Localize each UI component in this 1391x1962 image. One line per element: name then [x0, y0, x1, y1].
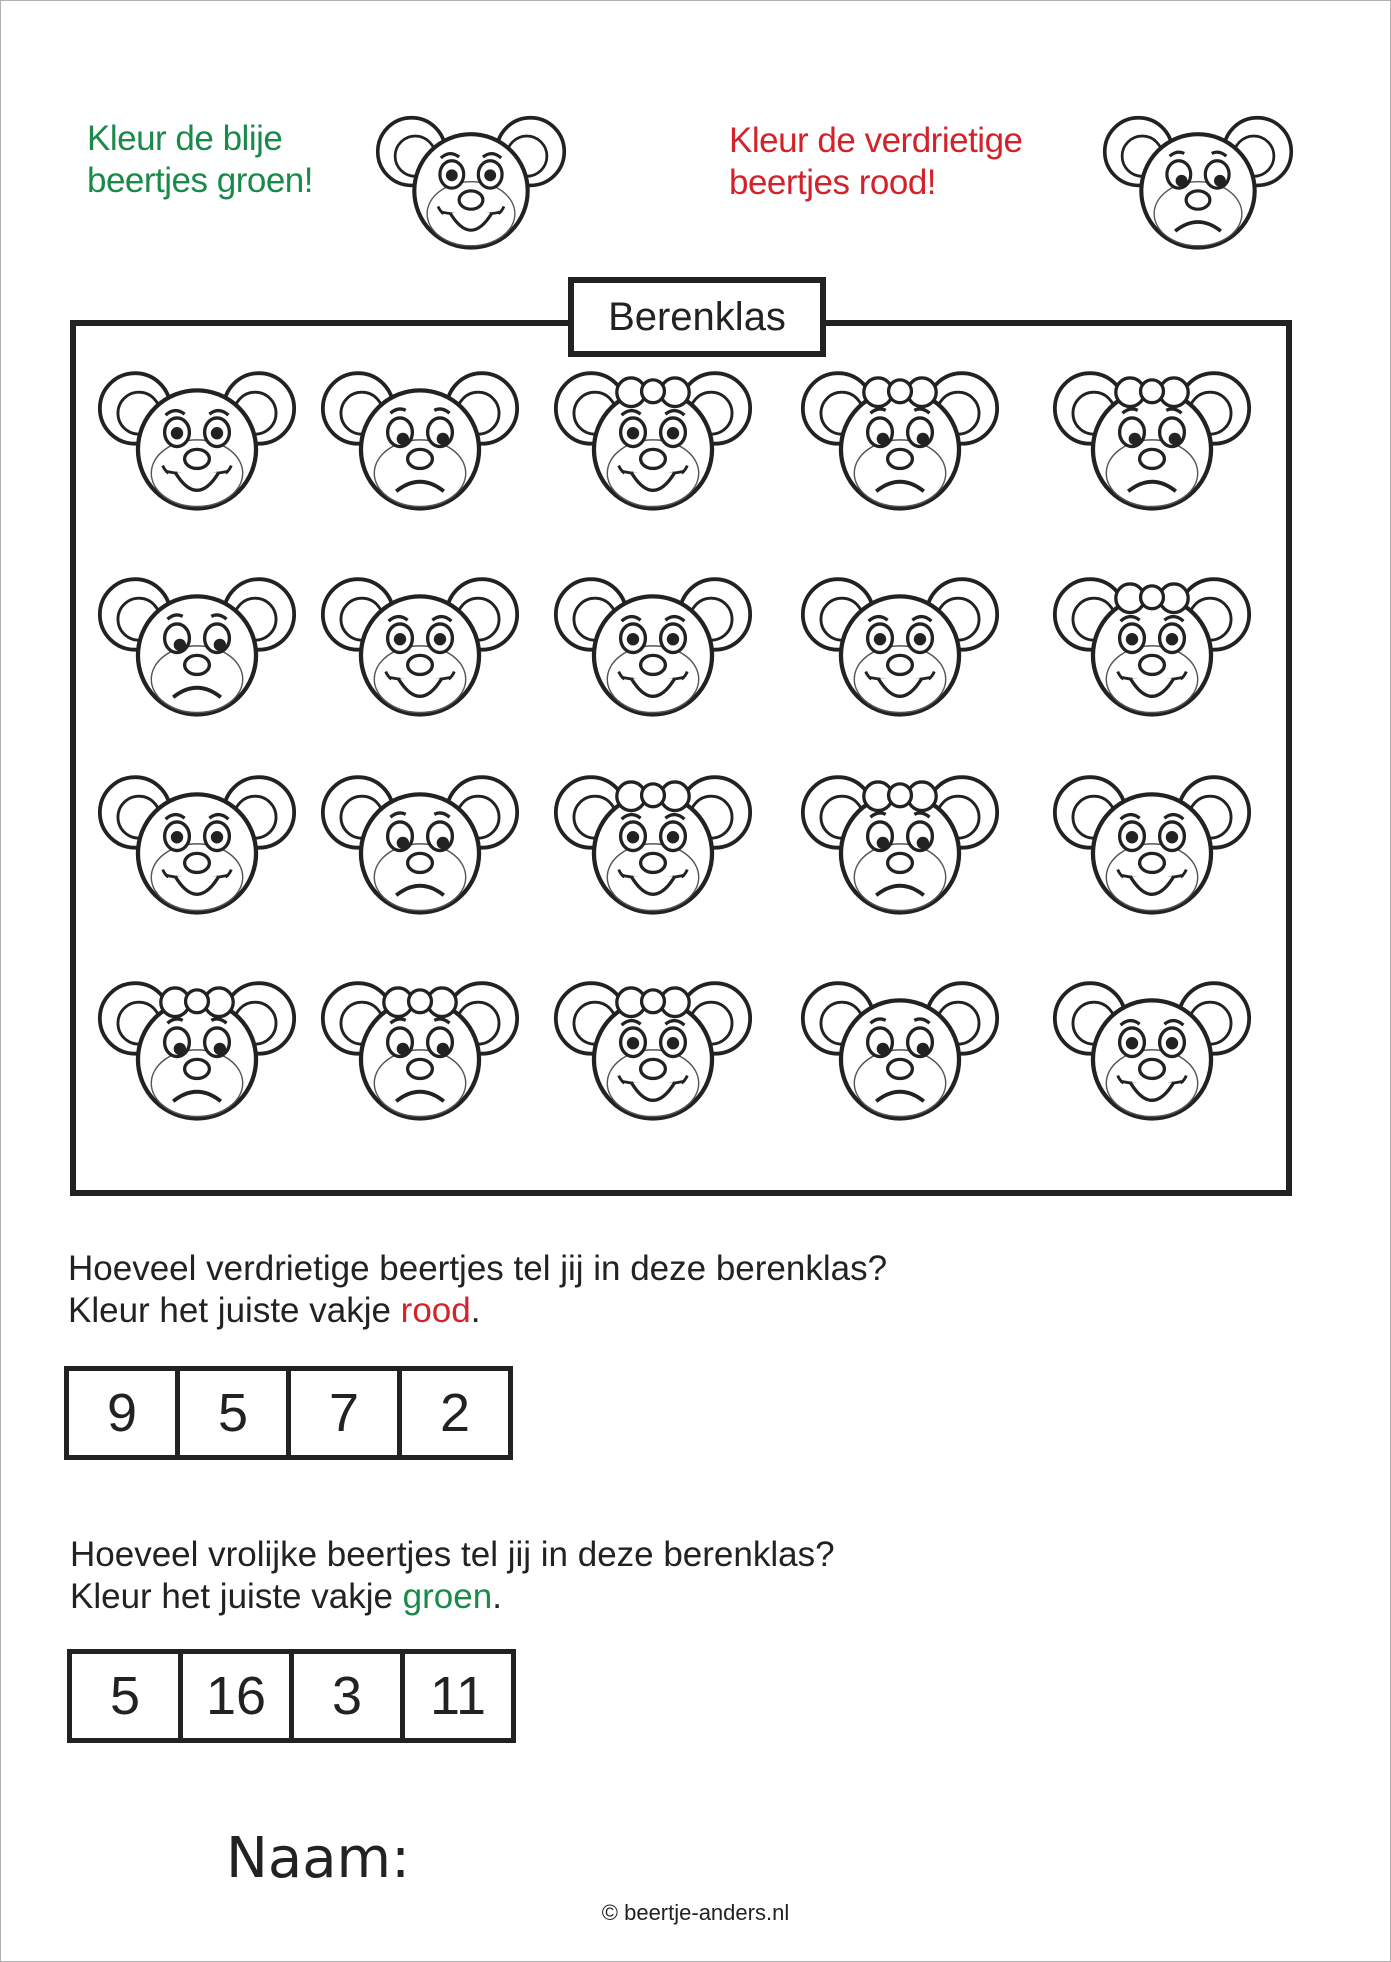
answer-row-sad	[64, 1366, 513, 1460]
sad-bear-icon[interactable]	[803, 777, 997, 912]
question-happy-color-word: groen	[402, 1577, 493, 1616]
answer-row-happy	[67, 1649, 516, 1743]
copyright: © beertje-anders.nl	[601, 1900, 790, 1925]
happy-bear-icon[interactable]	[556, 777, 750, 912]
instruction-sad-line1: Kleur de verdrietige	[729, 121, 1023, 160]
sad-bear-icon[interactable]	[803, 373, 997, 508]
happy-bear-icon[interactable]	[803, 579, 997, 714]
answer-cell-happy[interactable]: 16	[183, 1654, 294, 1738]
answer-cell-sad[interactable]: 5	[180, 1371, 291, 1455]
sad-bear-icon[interactable]	[1055, 373, 1249, 508]
sad-bear-icon[interactable]	[323, 777, 517, 912]
classroom-title: Berenklas	[568, 277, 826, 357]
happy-bear-icon[interactable]	[556, 983, 750, 1118]
question-sad-color-word: rood	[400, 1291, 471, 1330]
question-happy-suffix: .	[492, 1577, 502, 1616]
happy-bear-icon[interactable]	[1055, 777, 1249, 912]
answer-cell-sad[interactable]: 7	[291, 1371, 402, 1455]
sad-bear-icon[interactable]	[323, 373, 517, 508]
happy-bear-icon[interactable]	[323, 579, 517, 714]
question-sad-line2	[68, 1290, 887, 1332]
happy-bear-icon[interactable]	[556, 373, 750, 508]
happy-bear-icon[interactable]	[1055, 579, 1249, 714]
question-sad-line1: Hoeveel verdrietige beertjes tel jij in deze berenklas?	[68, 1249, 888, 1288]
answer-cell-happy[interactable]: 3	[294, 1654, 405, 1738]
question-sad-suffix: .	[470, 1291, 481, 1330]
question-sad-prefix: Kleur het juiste vakje	[68, 1291, 401, 1330]
sad-bear-icon[interactable]	[803, 983, 997, 1118]
happy-bear-icon[interactable]	[556, 579, 750, 714]
answer-cell-sad[interactable]: 2	[439, 1383, 471, 1443]
name-label: Naam:	[226, 1826, 410, 1891]
sad-bear-icon[interactable]	[100, 579, 294, 714]
question-sad	[68, 1248, 887, 1332]
instruction-happy-line1: Kleur de blije	[87, 119, 283, 158]
sad-bear-icon[interactable]	[100, 983, 294, 1118]
answer-cell-happy[interactable]: 11	[429, 1666, 487, 1726]
question-happy-line2	[70, 1576, 835, 1618]
question-happy-prefix: Kleur het juiste vakje	[70, 1577, 403, 1616]
happy-bear-icon[interactable]	[100, 777, 294, 912]
instruction-happy-line2: beertjes groen!	[87, 161, 313, 200]
question-happy-line1: Hoeveel vrolijke beertjes tel jij in deze berenklas?	[70, 1535, 835, 1574]
happy-bear-icon[interactable]	[1055, 983, 1249, 1118]
answer-cell-happy[interactable]: 5	[72, 1654, 183, 1738]
happy-bear-icon[interactable]	[100, 373, 294, 508]
answer-cell-sad[interactable]: 9	[69, 1371, 180, 1455]
instruction-sad-line2: beertjes rood!	[729, 163, 937, 202]
question-happy	[70, 1534, 835, 1618]
sad-bear-icon[interactable]	[323, 983, 517, 1118]
